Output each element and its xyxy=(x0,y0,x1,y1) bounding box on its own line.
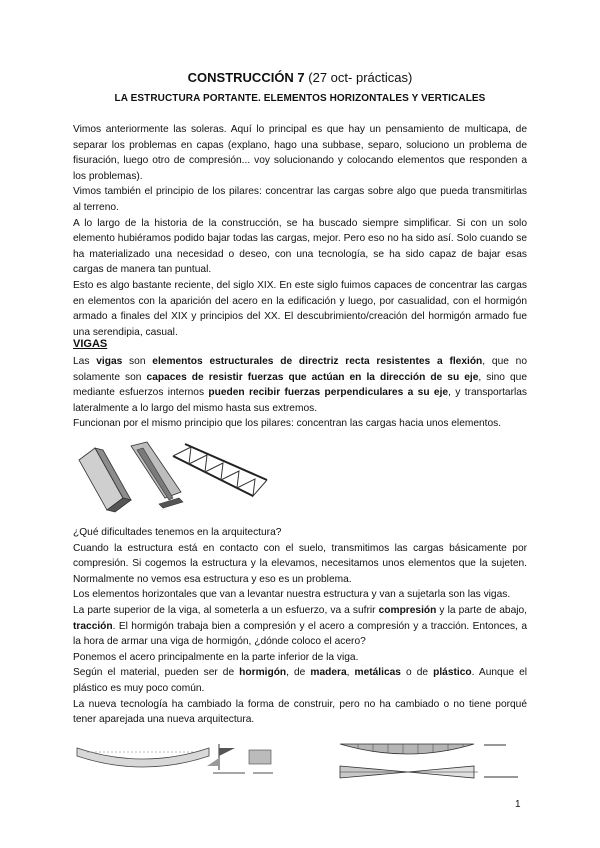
vigas-definition: Las vigas son elementos estructurales de directriz recta resistentes a flexión, que no solamente son capaces de resistir fuerzas que actúan en la dirección de su eje, sino que mediante esfuerzos internos pueden recibir fuerzas perpendiculares a su eje, y transportarlas lateralmente a lo largo del mismo hasta sus extremos. xyxy=(73,356,528,414)
page-title xyxy=(0,70,600,85)
page-number: 1 xyxy=(515,799,521,810)
intro-paragraph-2: Vimos también el principio de los pilares: concentrar las cargas sobre algo que pueda transmitirlas al terreno. xyxy=(73,186,527,213)
intro-paragraph-4: Esto es algo bastante reciente, del siglo XIX. En este siglo fuimos capaces de concentrar las cargas en elementos con la aparición del acero en la edificación y luego, por casualidad, con el hormigón armado a finales del XIX y principios del XX. El descubrimiento/creación del hormigón armado fue una serendipia, casual. xyxy=(73,279,527,338)
beam-bending-icon xyxy=(73,740,288,780)
section-block xyxy=(249,750,271,764)
beam-types-icon xyxy=(73,440,273,518)
truss-bottom-chord xyxy=(173,456,253,496)
i-beam-end xyxy=(159,498,183,508)
moment-diagram-icon xyxy=(338,740,528,782)
vigas-paragraph-2: Funcionan por el mismo principio que los pilares: concentran las cargas hacia unos elementos. xyxy=(73,418,502,430)
compression-arrow xyxy=(219,748,235,756)
intro-section xyxy=(73,122,527,340)
section2-paragraph-1: Cuando la estructura está en contacto con el suelo, transmitimos las cargas básicamente por compresión. Si cogemos la estructura y la elevamos, necesitamos unos elementos que la sujeten. Normalmente no vemos esa estructura y eso es un problema. xyxy=(73,542,527,585)
section-heading-vigas: VIGAS xyxy=(73,338,108,350)
intro-paragraph-3: A lo largo de la historia de la construcción, se ha buscado siempre simplificar. Si con un solo elemento hubiéramos podido bajar todas las cargas, mejor. Pero eso no ha sido así. Solo cuando se ha materializado una necesidad o deseo, con una tecnología, se ha sido capaz de bajar esas cargas de manera tan puntual. xyxy=(73,217,527,276)
tension-arrow xyxy=(207,758,219,766)
section2-paragraph-5: Según el material, pueden ser de hormigón, de madera, metálicas o de plástico. Aunque el plástico es muy poco común. xyxy=(73,667,527,694)
section-2 xyxy=(73,525,527,728)
section2-paragraph-6: La nueva tecnología ha cambiado la forma de construir, pero no ha cambiado o no tiene porqué tener aparejada una nueva arquitectura. xyxy=(73,698,527,726)
section2-paragraph-2: Los elementos horizontales que van a levantar nuestra estructura y van a sujetarla son las vigas. xyxy=(73,589,511,601)
question-line: ¿Qué dificultades tenemos en la arquitectura? xyxy=(73,527,282,538)
title-date: (27 oct- prácticas) xyxy=(304,70,413,85)
section2-paragraph-4: Ponemos el acero principalmente en la parte inferior de la viga. xyxy=(73,651,359,663)
page-subtitle: LA ESTRUCTURA PORTANTE. ELEMENTOS HORIZONTALES Y VERTICALES xyxy=(114,93,486,104)
title-main: CONSTRUCCIÓN 7 xyxy=(187,70,305,85)
bent-beam xyxy=(77,748,209,767)
truss-top-chord xyxy=(185,444,267,480)
intro-paragraph-1: Vimos anteriormente las soleras. Aquí lo principal es que hay un pensamiento de multicapa, de separar los problemas en capas (explano, hago una subbase, separo, soluciono un problema de fisuración, luego otro de compresión... voy solucionando y colocando elementos que responden a los problemas). xyxy=(73,124,527,182)
vigas-section xyxy=(73,354,527,432)
bending-moment-area xyxy=(340,744,474,754)
section2-paragraph-3: La parte superior de la viga, al someterla a un esfuerzo, va a sufrir compresión y la parte de abajo, tracción. El hormigón trabaja bien a compresión y el acero a compresión y a tracción. Entonces, a la hora de armar una viga de hormigón, ¿dónde coloco el acero? xyxy=(73,604,528,648)
truss-web xyxy=(173,447,267,496)
